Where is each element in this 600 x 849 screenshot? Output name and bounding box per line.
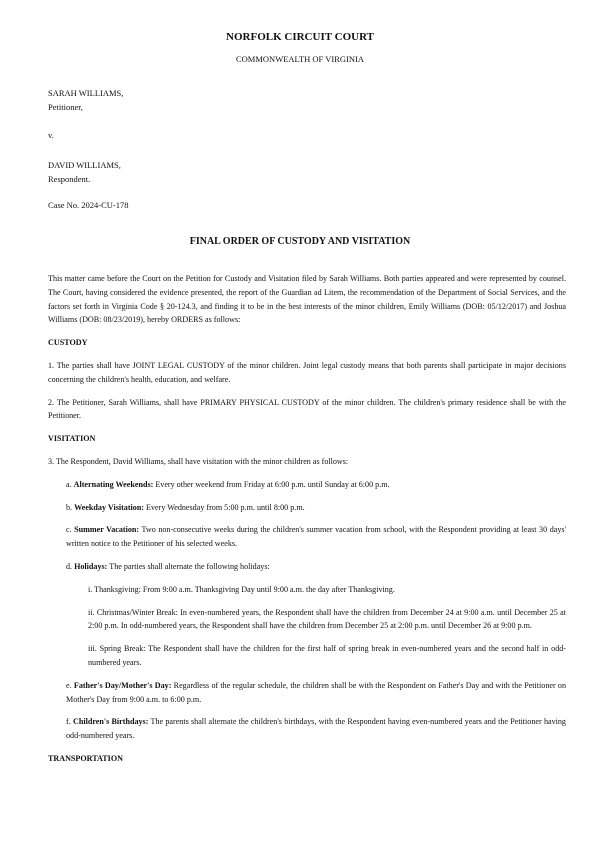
visitation-item-a bbox=[48, 478, 566, 492]
intro-paragraph: This matter came before the Court on the Petition for Custody and Visitation filed by Sarah Williams. Both parties appeared and were represented by counsel. The Court, having considered the evidence presented, the report of the Guardian ad Litem, the recommendation of the Department of Social Services, and the factors set forth in Virginia Code § 20-124.3, and finding it to be in the best interests of the minor children, Emily Williams (DOB: 05/12/2017) and Joshua Williams (DOB: 08/23/2019), hereby ORDERS as follows: bbox=[48, 274, 566, 325]
item-label: Children's Birthdays: bbox=[72, 717, 149, 727]
respondent-role: Respondent. bbox=[48, 174, 91, 184]
holiday-christmas: ii. Christmas/Winter Break: In even-numbered years, the Respondent shall have the children from December 24 at 9:00 a.m. until December 25 at 2:00 p.m. In odd-numbered years, the Respondent shall have the children from December 25 at 2:00 p.m. until December 26 at 9:00 p.m. bbox=[88, 607, 566, 631]
court-state: COMMONWEALTH OF VIRGINIA bbox=[236, 54, 364, 64]
item-label: Alternating Weekends: bbox=[73, 479, 154, 489]
item-text: The parents shall alternate the children's birthdays, with the Respondent having even-numbered years and the Petitioner having odd-numbered years. bbox=[66, 717, 566, 741]
petitioner-block bbox=[48, 86, 123, 114]
visitation-item-b bbox=[48, 501, 566, 515]
visitation-item-d bbox=[48, 560, 566, 574]
visitation-item-f bbox=[48, 715, 566, 743]
item-prefix: a. bbox=[66, 479, 74, 489]
transportation-heading: TRANSPORTATION bbox=[48, 753, 123, 763]
petitioner-role: Petitioner, bbox=[48, 102, 83, 112]
visitation-item-e bbox=[48, 679, 566, 707]
item-prefix: b. bbox=[66, 502, 75, 512]
item-text: Two non-consecutive weeks during the children's summer vacation from school, with the Respondent providing at least 30 days' written notice to the Petitioner of his selected weeks. bbox=[66, 525, 566, 549]
respondent-block bbox=[48, 158, 121, 186]
custody-paragraph-1: 1. The parties shall have JOINT LEGAL CUSTODY of the minor children. Joint legal custody means that both parents shall participate in major decisions concerning the children's health, education, and welfare. bbox=[48, 360, 566, 384]
item-label: Holidays: bbox=[74, 561, 108, 571]
visitation-item-c bbox=[48, 523, 566, 551]
case-number: Case No. 2024-CU-178 bbox=[48, 200, 129, 210]
item-text: Regardless of the regular schedule, the children shall be with the Respondent on Father's Day and with the Petitioner on Mother's Day from 9:00 a.m. to 6:00 p.m. bbox=[66, 680, 567, 704]
court-name: NORFOLK CIRCUIT COURT bbox=[226, 31, 374, 43]
item-label: Summer Vacation: bbox=[74, 525, 140, 535]
visitation-heading: VISITATION bbox=[48, 434, 96, 444]
holiday-thanksgiving: i. Thanksgiving: From 9:00 a.m. Thanksgiving Day until 9:00 a.m. the day after Thanksgiving. bbox=[88, 584, 395, 594]
item-label: Father's Day/Mother's Day: bbox=[73, 680, 172, 690]
item-text: The parties shall alternate the following holidays: bbox=[107, 561, 270, 571]
visitation-intro: 3. The Respondent, David Williams, shall have visitation with the minor children as follows: bbox=[48, 456, 349, 466]
item-prefix: c. bbox=[66, 525, 75, 535]
document-title: FINAL ORDER OF CUSTODY AND VISITATION bbox=[189, 236, 411, 247]
custody-paragraph-2: 2. The Petitioner, Sarah Williams, shall have PRIMARY PHYSICAL CUSTODY of the minor children. The children's primary residence shall be with the Petitioner. bbox=[48, 397, 566, 421]
custody-heading: CUSTODY bbox=[48, 338, 88, 348]
item-prefix: f. bbox=[66, 717, 73, 727]
respondent-name: DAVID WILLIAMS, bbox=[48, 160, 121, 170]
item-label: Weekday Visitation: bbox=[74, 502, 145, 512]
item-text: Every Wednesday from 5:00 p.m. until 8:00 p.m. bbox=[144, 502, 305, 512]
order-body bbox=[48, 272, 566, 775]
holiday-spring-break: iii. Spring Break: The Respondent shall have the children for the first half of spring break in even-numbered years and the second half in odd-numbered years. bbox=[88, 644, 566, 667]
item-prefix: e. bbox=[66, 680, 74, 690]
versus: v. bbox=[48, 130, 54, 140]
petitioner-name: SARAH WILLIAMS, bbox=[48, 88, 124, 98]
item-prefix: d. bbox=[66, 561, 75, 571]
item-text: Every other weekend from Friday at 6:00 p.m. until Sunday at 6:00 p.m. bbox=[153, 479, 390, 489]
